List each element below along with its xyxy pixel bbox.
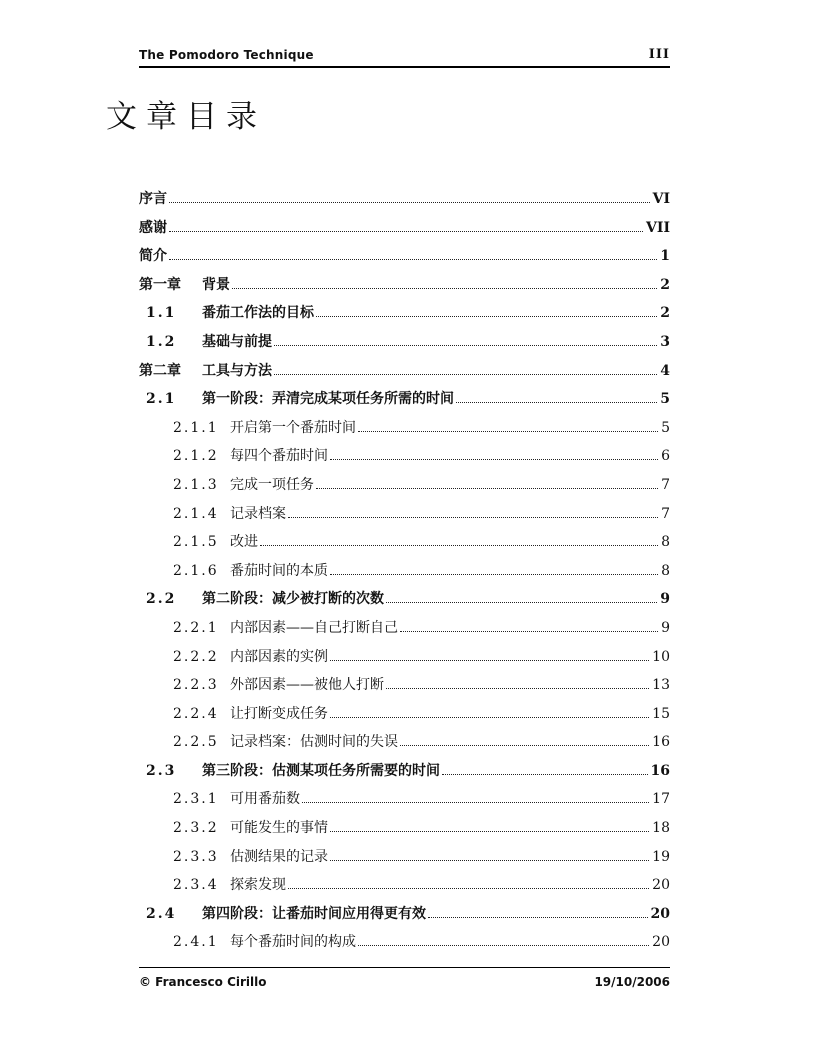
toc-entry-label: 探索发现 [230,877,286,894]
toc-entry-row[interactable] [173,650,670,665]
toc-entry-number: 2.1.6 [173,562,219,579]
toc-entry-page: 10 [652,648,670,665]
toc-entry-row[interactable] [173,792,670,807]
toc-entry-number: 2.3 [146,762,177,779]
toc-entry-page: 16 [652,734,670,751]
toc-entry-page: 3 [660,333,670,350]
toc-entry-number: 2.1.1 [173,419,219,436]
toc-entry-row[interactable] [173,821,670,836]
toc-entry-label: 记录档案 [230,505,286,522]
toc-entry-row[interactable] [173,478,670,493]
toc-entry-label: 基础与前提 [202,333,272,350]
toc-entry-label: 每四个番茄时间 [230,448,328,465]
toc-entry-page: VII [646,219,670,236]
toc-entry-page: 9 [661,619,670,636]
toc-entry-page: 2 [660,305,670,322]
toc-entry-label: 第一阶段：弄清完成某项任务所需的时间 [202,391,454,408]
toc-entry-row[interactable] [139,364,670,379]
toc-entry-label: 番茄时间的本质 [230,562,328,579]
toc-entry-page: 16 [650,762,670,779]
toc-entry-number: 2.2.1 [173,619,219,636]
toc-entry-label: 第三阶段：估测某项任务所需要的时间 [202,762,440,779]
toc-entry-page: 19 [652,848,670,865]
toc-entry-number: 2.2.5 [173,734,219,751]
toc-entry-number: 2.2 [146,591,177,608]
toc-entry-label: 改进 [230,534,258,551]
toc-entry-number: 2.3.1 [173,791,219,808]
dotted-leader [358,431,658,432]
toc-entry-row[interactable] [139,192,670,207]
dotted-leader [330,660,649,661]
dotted-leader [358,945,649,946]
dotted-leader [456,402,657,403]
page-number: III [648,47,670,62]
footer-date: 19/10/2006 [594,975,670,989]
dotted-leader [330,860,649,861]
toc-entry-page: 15 [652,705,670,722]
toc-list [139,192,670,964]
toc-entry-row[interactable] [173,621,670,636]
toc-entry-label: 可能发生的事情 [230,820,328,837]
toc-entry-row[interactable] [139,249,670,264]
toc-entry-page: 2 [660,276,670,293]
toc-entry-row[interactable] [173,678,670,693]
toc-entry-row[interactable] [173,878,670,893]
toc-page-title: 文章目录 [106,99,266,135]
dotted-leader [316,316,657,317]
toc-entry-page: 20 [652,934,670,951]
toc-entry-page: 5 [661,419,670,436]
dotted-leader [330,831,649,832]
toc-entry-row[interactable] [173,449,670,464]
toc-entry-row[interactable] [139,221,670,236]
running-header-title: The Pomodoro Technique [139,48,314,62]
toc-entry-row[interactable] [173,564,670,579]
toc-entry-number: 2.1.5 [173,534,219,551]
toc-entry-number: 2.2.3 [173,677,219,694]
toc-entry-label: 第二阶段：减少被打断的次数 [202,591,384,608]
toc-entry-label: 外部因素——被他人打断 [230,677,384,694]
toc-entry-label: 工具与方法 [202,362,272,379]
toc-entry-row[interactable] [146,907,670,922]
toc-entry-row[interactable] [146,392,670,407]
toc-entry-number: 2.1 [146,391,177,408]
toc-entry-row[interactable] [173,707,670,722]
dotted-leader [288,888,649,889]
toc-entry-row[interactable] [173,735,670,750]
toc-entry-number: 2.3.3 [173,848,219,865]
toc-entry-label: 每个番茄时间的构成 [230,934,356,951]
toc-entry-page: 8 [661,562,670,579]
toc-entry-page: VI [652,191,670,207]
toc-entry-page: 13 [652,677,670,694]
toc-entry-page: 20 [652,877,670,894]
page-header [139,47,670,68]
dotted-leader [428,917,648,918]
dotted-leader [288,517,658,518]
toc-entry-row[interactable] [173,421,670,436]
toc-entry-label: 完成一项任务 [230,476,314,493]
toc-entry-number: 2.4 [146,905,177,922]
toc-entry-row[interactable] [173,935,670,950]
toc-entry-number: 2.1.2 [173,448,219,465]
toc-entry-page: 9 [660,591,670,608]
page-footer [139,967,670,989]
dotted-leader [330,717,649,718]
dotted-leader [232,288,657,289]
dotted-leader [169,202,650,203]
toc-entry-number: 2.4.1 [173,934,219,951]
toc-entry-page: 17 [652,791,670,808]
toc-entry-number: 2.2.4 [173,705,219,722]
toc-entry-label: 估测结果的记录 [230,848,328,865]
toc-entry-label: 序言 [139,191,167,207]
dotted-leader [316,488,658,489]
toc-entry-label: 番茄工作法的目标 [202,305,314,322]
toc-entry-label: 第四阶段：让番茄时间应用得更有效 [202,905,426,922]
toc-entry-page: 8 [661,534,670,551]
toc-entry-page: 6 [661,448,670,465]
toc-entry-number: 第一章 [139,276,181,293]
dotted-leader [169,259,657,260]
toc-entry-page: 7 [661,505,670,522]
toc-entry-row[interactable] [173,535,670,550]
dotted-leader [386,688,649,689]
toc-entry-label: 内部因素——自己打断自己 [230,619,398,636]
toc-entry-label: 简介 [139,248,167,265]
toc-entry-number: 2.1.3 [173,476,219,493]
dotted-leader [330,459,658,460]
toc-entry-label: 背景 [202,276,230,293]
toc-entry-row[interactable] [146,335,670,350]
dotted-leader [442,774,648,775]
toc-entry-page: 7 [661,476,670,493]
dotted-leader [274,374,657,375]
toc-entry-label: 感谢 [139,219,167,236]
toc-entry-number: 1.2 [146,333,177,350]
toc-entry-label: 可用番茄数 [230,791,300,808]
dotted-leader [400,745,649,746]
dotted-leader [400,631,658,632]
toc-entry-page: 4 [660,362,670,379]
toc-entry-page: 20 [650,905,670,922]
dotted-leader [302,802,649,803]
toc-entry-number: 2.1.4 [173,505,219,522]
toc-entry-page: 5 [660,391,670,408]
toc-entry-number: 2.3.2 [173,820,219,837]
toc-entry-row[interactable] [139,278,670,293]
toc-entry-number: 第二章 [139,362,181,379]
toc-entry-number: 1.1 [146,305,177,322]
footer-copyright: © Francesco Cirillo [139,975,267,989]
toc-entry-row[interactable] [146,592,670,607]
toc-entry-row[interactable] [146,306,670,321]
dotted-leader [260,545,658,546]
toc-entry-number: 2.2.2 [173,648,219,665]
toc-entry-page: 18 [652,820,670,837]
dotted-leader [169,231,643,232]
toc-entry-row[interactable] [146,764,670,779]
toc-entry-page: 1 [660,248,670,265]
dotted-leader [274,345,657,346]
toc-entry-label: 内部因素的实例 [230,648,328,665]
toc-entry-row[interactable] [173,850,670,865]
dotted-leader [330,574,658,575]
toc-entry-label: 记录档案：估测时间的失误 [230,734,398,751]
toc-entry-label: 让打断变成任务 [230,705,328,722]
toc-entry-row[interactable] [173,507,670,522]
toc-entry-number: 2.3.4 [173,877,219,894]
toc-entry-label: 开启第一个番茄时间 [230,419,356,436]
dotted-leader [386,602,657,603]
